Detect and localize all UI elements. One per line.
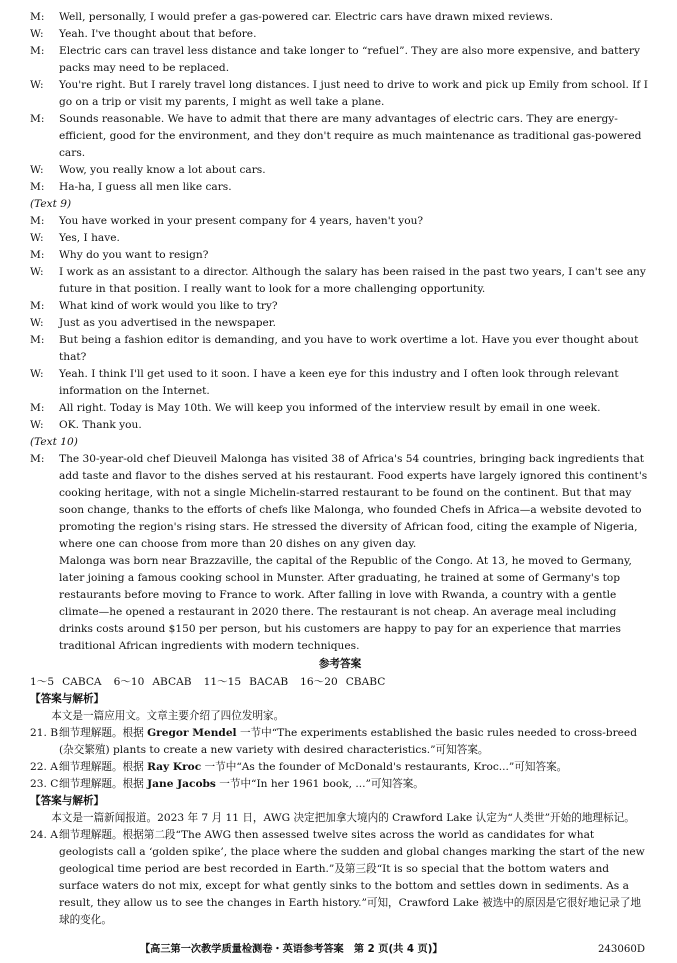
answer-letters: BACAB [249, 676, 289, 688]
dialogue-text: Yeah. I've thought about that before. [59, 28, 257, 40]
dialogue-line [30, 315, 650, 332]
section-summary: 本文是一篇新闻报道。2023 年 7 月 11 日，AWG 决定把加拿大境内的 Crawford Lake 认定为“人类世”开始的地理标记。 [51, 812, 635, 824]
speaker-label: M: [30, 45, 45, 57]
dialogue-line [30, 162, 650, 179]
text-marker: (Text 9) [30, 198, 72, 210]
section-name: Ray Kroc [147, 761, 202, 773]
explanations [30, 691, 650, 929]
answer-key-page [30, 9, 650, 929]
explanation-text: 细节理解题。根据 [59, 727, 148, 739]
answer-group [114, 676, 192, 688]
speaker-label: M: [30, 453, 45, 465]
section-summary: 本文是一篇应用文。文章主要介绍了四位发明家。 [51, 710, 285, 722]
answer-range: 16～20 [300, 676, 338, 688]
dialogue-text: Malonga was born near Brazzaville, the capital of the Republic of the Congo. At 13, he moved to Germany, later joining a famous cooking school in Munster. After graduating, he trained at some of Germany's top restaurants before moving to France to work. After falling in love with Rwanda, a country with a gentle climate—he opened a restaurant in 2020 there. The restaurant is not cheap. An average meal including drinks costs around $150 per person, but his customers are happy to pay for an experience that marries traditional African ingredients with modern techniques. [59, 555, 632, 652]
speaker-label: W: [30, 266, 44, 278]
explanation-item [30, 759, 650, 776]
dialogue-text: The 30-year-old chef Dieuveil Malonga has visited 38 of Africa's 54 countries, bringing back ingredients that add taste and flavor to the dishes served at his restaurant. Food experts have largely ignored this continent's cooking heritage, with not a single Michelin-starred restaurant to be found on the continent. But that may soon change, thanks to the efforts of chefs like Malonga, who founded Chefs in Africa—a website devoted to promoting the region's rising stars. He stressed the diversity of African food, citing the example of Nigeria, where one can choose from more than 20 dishes on any given day. [59, 453, 648, 550]
explanation-text: 细节理解题。根据第二段“The AWG then assessed twelve sites across the world as candidates for what geologists call a ‘golden spike’, the place where the sudden and global changes marking the start of the new geological time period are best recorded in Earth.”及第三段“It is so special that the bottom waters and surface waters do not mix, except for what gently sinks to the bottom and settles down in sediments. As a result, they allow us to see the changes in Earth history.”可知，Crawford Lake 被选中的原因是它很好地记录了地球的变化。 [59, 829, 645, 926]
answer-group [300, 676, 385, 688]
answer-list [30, 674, 650, 691]
dialogue-text: Sounds reasonable. We have to admit that there are many advantages of electric cars. They are energy-efficient, good for the environment, and they don't require as much maintenance as traditional gas-powered cars. [59, 113, 642, 159]
dialogue-text: You're right. But I rarely travel long distances. I just need to drive to work and pick up Emily from school. If I go on a trip or visit my parents, I might as well take a plane. [59, 79, 648, 108]
dialogue-line [30, 26, 650, 43]
dialogue-line [30, 77, 650, 111]
speaker-label: M: [30, 215, 45, 227]
speaker-label: W: [30, 368, 44, 380]
dialogue-line [30, 111, 650, 162]
explanation-quote: 一节中“In her 1961 book, ...”可知答案。 [215, 778, 424, 790]
footer-code: 243060D [597, 944, 645, 955]
dialogue-line [30, 264, 650, 298]
explanation-text: 细节理解题。根据 [59, 778, 148, 790]
dialogue-line [30, 43, 650, 77]
explanation-item [30, 827, 650, 929]
dialogue-line [30, 553, 650, 655]
explanation-text: 细节理解题。根据 [59, 761, 148, 773]
dialogue-text: OK. Thank you. [59, 419, 142, 431]
section-name: Gregor Mendel [147, 727, 237, 739]
answer-range: 1～5 [30, 676, 55, 688]
speaker-label: W: [30, 317, 44, 329]
answer-letters: CBABC [345, 676, 386, 688]
dialogue-line [30, 230, 650, 247]
explanation-quote: 一节中“The experiments established the basic rules needed to cross-breed (杂交繁殖) plants to create a new variety with desired characteristics.”可知答案。 [59, 727, 637, 756]
section-heading: 【答案与解析】 [30, 693, 105, 705]
speaker-label: W: [30, 232, 44, 244]
text-marker: (Text 10) [30, 436, 78, 448]
dialogue-text: Just as you advertised in the newspaper. [59, 317, 277, 329]
answer-range: 6～10 [113, 676, 145, 688]
speaker-label: W: [30, 79, 44, 91]
section-heading: 【答案与解析】 [30, 795, 105, 807]
question-number: 22. A [30, 761, 58, 773]
dialogue-line [30, 9, 650, 26]
explanation-item [30, 776, 650, 793]
answer-range: 11～15 [203, 676, 242, 688]
answer-group [204, 676, 289, 688]
speaker-label: M: [30, 300, 45, 312]
speaker-label: W: [30, 28, 44, 40]
answer-letters: CABCA [62, 676, 102, 688]
explanation-quote: 一节中“As the founder of McDonald's restaurants, Kroc...”可知答案。 [201, 761, 568, 773]
speaker-label: M: [30, 334, 45, 346]
answer-group [30, 676, 102, 688]
explanation-item [30, 725, 650, 759]
dialogue-line [30, 417, 650, 434]
dialogue-line [30, 213, 650, 230]
dialogue-text: Electric cars can travel less distance and take longer to “refuel”. They are also more expensive, and battery packs may need to be replaced. [59, 45, 640, 74]
section-name: Jane Jacobs [147, 778, 216, 790]
dialogue-text: Yes, I have. [59, 232, 120, 244]
dialogue-text: You have worked in your present company for 4 years, haven't you? [59, 215, 424, 227]
page-footer [0, 941, 677, 959]
answer-title: 参考答案 [318, 658, 362, 670]
speaker-label: M: [30, 402, 45, 414]
question-number: 24. A [30, 829, 58, 841]
dialogue-text: Ha-ha, I guess all men like cars. [59, 181, 232, 193]
dialogue-text: Wow, you really know a lot about cars. [59, 164, 266, 176]
footer-title: 【高三第一次教学质量检测卷・英语参考答案 第 2 页(共 4 页)】 [140, 944, 443, 955]
dialogue-text: Yeah. I think I'll get used to it soon. I have a keen eye for this industry and I often look through relevant information on the Internet. [59, 368, 619, 397]
dialogue-line [30, 332, 650, 366]
dialogue-line [30, 451, 650, 553]
dialogue-line [30, 400, 650, 417]
dialogue-line [30, 179, 650, 196]
speaker-label: M: [30, 181, 45, 193]
dialogue-text: Why do you want to resign? [59, 249, 209, 261]
dialogue-line [30, 247, 650, 264]
dialogue-text: But being a fashion editor is demanding, and you have to work overtime a lot. Have you ever thought about that? [59, 334, 639, 363]
dialogue-text: What kind of work would you like to try? [59, 300, 278, 312]
dialogue-text: Well, personally, I would prefer a gas-powered car. Electric cars have drawn mixed reviews. [59, 11, 554, 23]
dialogue-text: I work as an assistant to a director. Although the salary has been raised in the past two years, I can't see any future in that position. I really want to look for a more challenging opportunity. [59, 266, 646, 295]
speaker-label: M: [30, 11, 45, 23]
speaker-label: W: [30, 164, 44, 176]
answer-letters: ABCAB [152, 676, 192, 688]
dialogue-line [30, 366, 650, 400]
speaker-label: W: [30, 419, 44, 431]
question-number: 23. C [30, 778, 59, 790]
question-number: 21. B [30, 727, 58, 739]
listening-transcript [30, 9, 650, 655]
speaker-label: M: [30, 249, 45, 261]
dialogue-text: All right. Today is May 10th. We will keep you informed of the interview result by email in one week. [59, 402, 601, 414]
speaker-label: M: [30, 113, 45, 125]
dialogue-line [30, 298, 650, 315]
